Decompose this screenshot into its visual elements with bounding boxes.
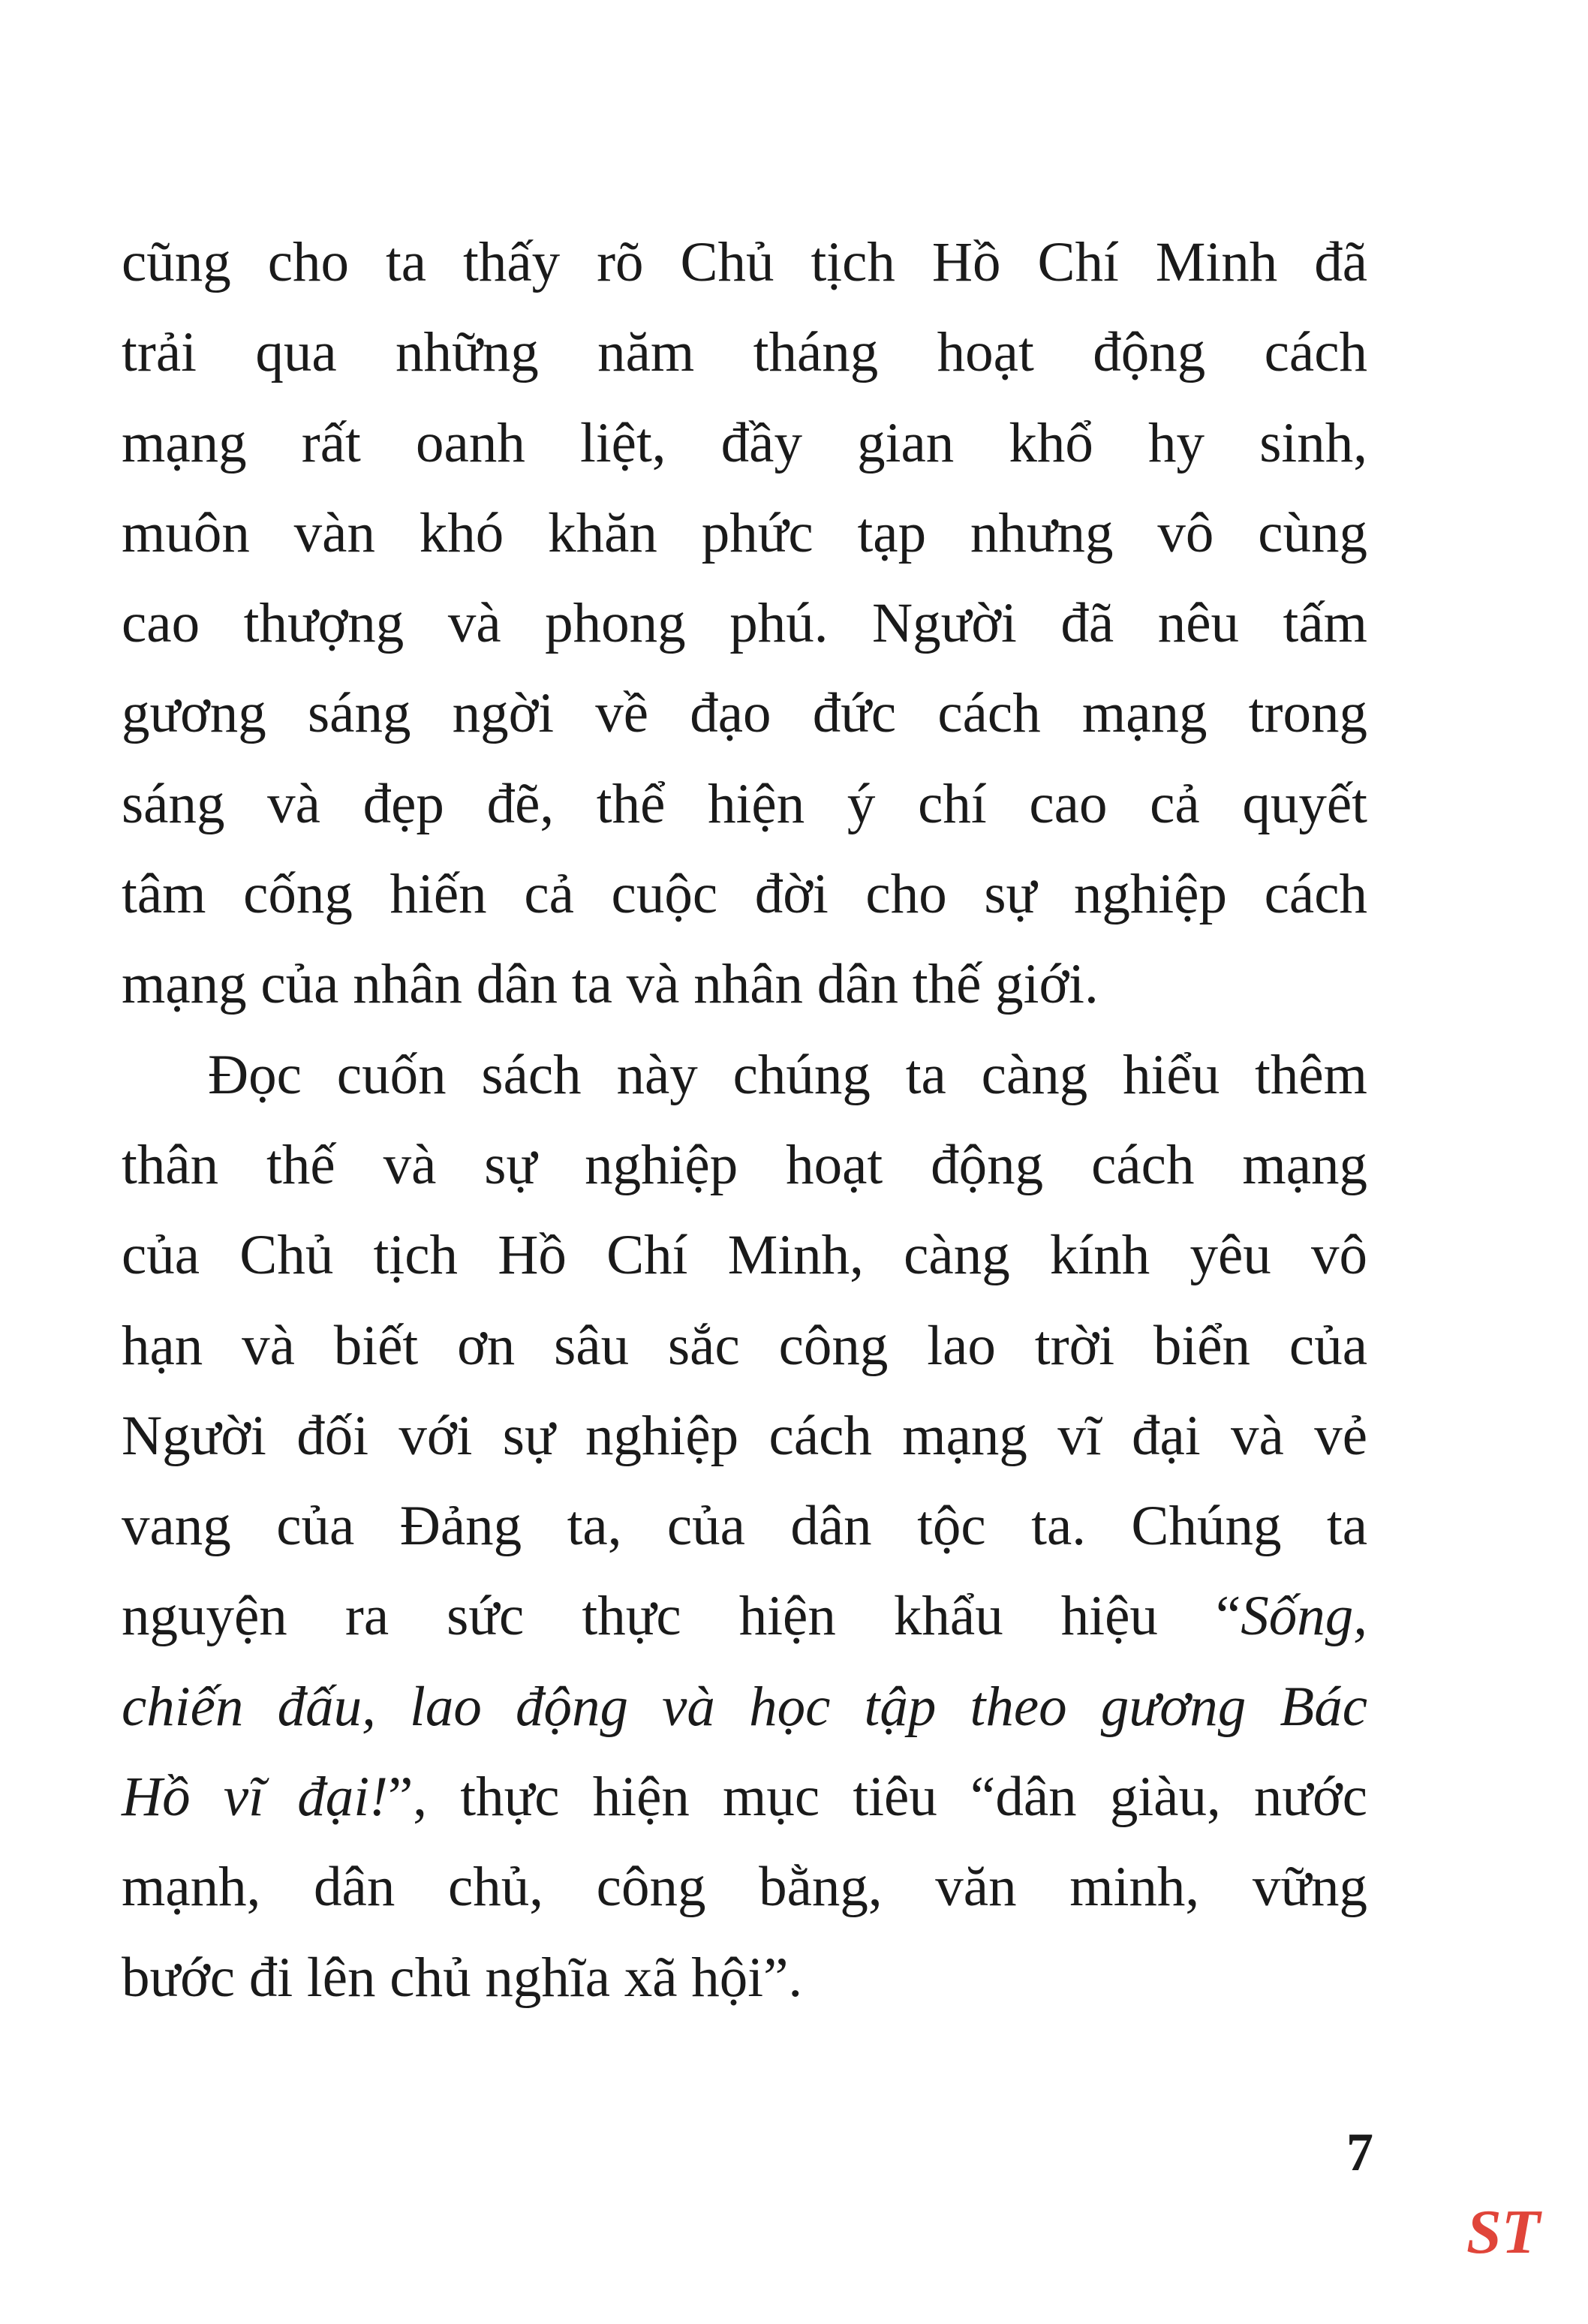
text-line: thân thế và sự nghiệp hoạt động cách mạng [122,1133,1367,1196]
text-line: mạng của nhân dân ta và nhân dân thế giới. [122,953,1099,1016]
italic-quote: chiến đấu, lao động và học tập theo gương Bác [122,1675,1367,1738]
logo-text: ST [1466,2197,1541,2267]
paragraph-2 [122,1030,1367,2023]
italic-quote: Sống, [1241,1585,1367,1648]
text-line: sáng và đẹp đẽ, thể hiện ý chí cao cả quyết [122,772,1367,835]
text-run: ”, thực hiện mục tiêu “dân giàu, nước [388,1766,1367,1829]
text-line: mạng rất oanh liệt, đầy gian khổ hy sinh, [122,411,1367,474]
text-line: của Chủ tịch Hồ Chí Minh, càng kính yêu vô [122,1224,1367,1287]
text-line [122,1571,1367,1661]
text-line: Đọc cuốn sách này chúng ta càng hiểu thêm [208,1043,1367,1106]
text-line: gương sáng ngời về đạo đức cách mạng trong [122,682,1367,745]
text-line [122,1752,1367,1842]
page-number: 7 [1346,2122,1373,2182]
text-run: nguyện ra sức thực hiện khẩu hiệu “ [122,1585,1241,1648]
text-line: cũng cho ta thấy rõ Chủ tịch Hồ Chí Minh đã [122,231,1367,293]
text-line: mạnh, dân chủ, công bằng, văn minh, vững [122,1856,1367,1919]
publisher-logo-icon [1462,2193,1544,2268]
text-line: trải qua những năm tháng hoạt động cách [122,321,1367,384]
text-line: tâm cống hiến cả cuộc đời cho sự nghiệp cách [122,863,1367,926]
text-line: hạn và biết ơn sâu sắc công lao trời biển của [122,1314,1367,1377]
text-line: vang của Đảng ta, của dân tộc ta. Chúng ta [122,1495,1367,1558]
text-line: bước đi lên chủ nghĩa xã hội”. [122,1946,803,2009]
italic-quote: Hồ vĩ đại! [122,1766,389,1829]
text-line: muôn vàn khó khăn phức tạp nhưng vô cùng [122,501,1367,564]
text-line: cao thượng và phong phú. Người đã nêu tấm [122,592,1367,655]
body-text [122,218,1367,2023]
paragraph-1 [122,218,1367,1030]
text-line: Người đối với sự nghiệp cách mạng vĩ đại và vẻ [122,1404,1367,1467]
